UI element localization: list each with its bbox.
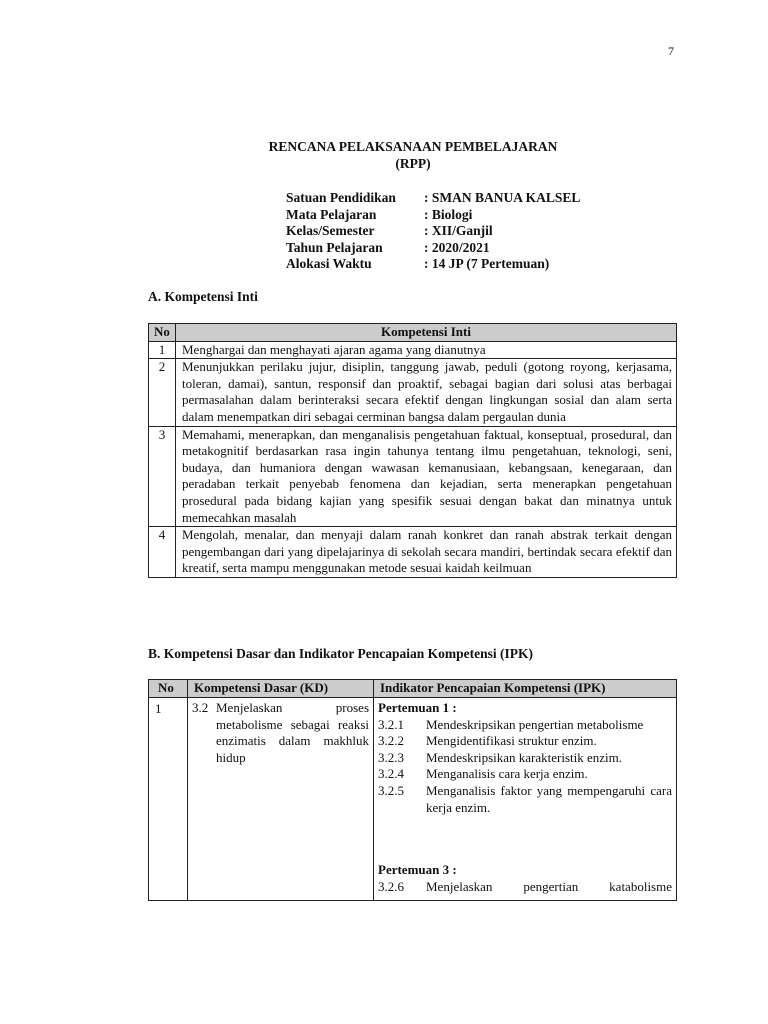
row-number: 3 <box>149 426 176 527</box>
header-kd: Kompetensi Dasar (KD) <box>188 680 374 698</box>
table-header-row <box>149 324 677 342</box>
ipk-item <box>378 717 672 734</box>
row-text: Menunjukkan perilaku jujur, disiplin, tanggung jawab, peduli (gotong royong, kerjasama, toleran, damai), santun, responsif dan proaktif, sebagai bagian dari solusi atas berbagai permasalahan dalam berinteraksi secara efektif dengan lingkungan sosial dan alam serta dalam menempatkan diri sebagai cerminan bangsa dalam pergaulan dunia <box>176 359 677 426</box>
meeting-3-label: Pertemuan 3 : <box>378 862 457 878</box>
meta-value: : 2020/2021 <box>424 239 490 255</box>
header-no: No <box>149 324 176 342</box>
row-number: 1 <box>149 698 188 901</box>
ipk-text: Menganalisis cara kerja enzim. <box>426 766 588 782</box>
meta-row <box>286 190 580 207</box>
meta-value: : XII/Ganjil <box>424 223 493 238</box>
meta-row <box>286 223 580 240</box>
ipk-number: 3.2.1 <box>378 716 404 732</box>
ipk-number: 3.2.5 <box>378 782 404 798</box>
row-text: Mengolah, menalar, dan menyaji dalam ranah konkret dan ranah abstrak terkait dengan pengembangan dari yang dipelajarinya di sekolah secara mandiri, bertindak secara efektif dan kreatif, serta mampu menggunakan metode sesuai kaidah keilmuan <box>176 527 677 578</box>
meta-row <box>286 256 580 273</box>
meta-row <box>286 240 580 257</box>
ipk-cell <box>374 698 677 901</box>
section-a-heading: A. Kompetensi Inti <box>148 289 258 304</box>
meta-value: : Biologi <box>424 206 473 222</box>
ipk-item <box>378 766 672 783</box>
table-row <box>149 341 677 359</box>
ipk-item <box>378 750 672 767</box>
document-subtitle: (RPP) <box>395 156 431 171</box>
meta-label: Alokasi Waktu <box>286 256 372 271</box>
ipk-text: Mengidentifikasi struktur enzim. <box>426 733 597 749</box>
ipk-item <box>378 783 672 816</box>
document-title: RENCANA PELAKSANAAN PEMBELAJARAN <box>268 139 558 154</box>
ipk-number: 3.2.3 <box>378 749 404 765</box>
kd-entry <box>192 700 369 766</box>
table-row <box>149 359 677 426</box>
meta-value: : SMAN BANUA KALSEL <box>424 190 581 205</box>
row-text: Memahami, menerapkan, dan menganalisis pengetahuan faktual, konseptual, prosedural, dan metakognitif berdasarkan rasa ingin tahunya tentang ilmu pengetahuan, teknologi, seni, budaya, dan humaniora dengan wawasan kemanusiaan, kebangsaan, kenegaraan, dan peradaban terkait penyebab fenomena dan kejadian, serta menerapkan pengetahuan prosedural pada bidang kajian yang spesifik sesuai dengan bakat dan minatnya untuk memecahkan masalah <box>176 426 677 527</box>
section-b-heading: B. Kompetensi Dasar dan Indikator Pencapaian Kompetensi (IPK) <box>148 646 534 661</box>
header-kompetensi-inti: Kompetensi Inti <box>176 324 677 342</box>
table-row <box>149 698 677 901</box>
spacer <box>378 816 672 862</box>
ipk-item <box>378 879 672 896</box>
row-text: Menghargai dan menghayati ajaran agama yang dianutnya <box>176 341 677 359</box>
table-header-row <box>149 680 677 698</box>
ipk-text: Mendeskripsikan pengertian metabolisme <box>426 716 644 732</box>
ipk-item <box>378 733 672 750</box>
kd-text: Menjelaskan proses metabolisme sebagai reaksi enzimatis dalam makhluk hidup <box>216 700 369 765</box>
ipk-text: Mendeskripsikan karakteristik enzim. <box>426 749 623 765</box>
header-no: No <box>149 680 188 698</box>
ipk-text: Menjelaskan pengertian katabolisme <box>426 878 672 894</box>
header-ipk: Indikator Pencapaian Kompetensi (IPK) <box>374 680 677 698</box>
meeting-1-label: Pertemuan 1 : <box>378 700 457 715</box>
kd-cell <box>188 698 374 901</box>
kompetensi-dasar-table <box>148 679 677 901</box>
ipk-text: Menganalisis faktor yang mempengaruhi cara kerja enzim. <box>426 782 672 815</box>
row-number: 1 <box>149 341 176 359</box>
row-number: 4 <box>149 527 176 578</box>
row-number: 2 <box>149 359 176 426</box>
identity-block <box>286 190 580 273</box>
page-number: 7 <box>668 44 674 58</box>
meta-label: Kelas/Semester <box>286 223 375 238</box>
ipk-number: 3.2.2 <box>378 733 404 749</box>
meta-row <box>286 207 580 224</box>
meta-label: Tahun Pelajaran <box>286 239 383 255</box>
kompetensi-inti-table <box>148 323 677 578</box>
table-row <box>149 426 677 527</box>
ipk-number: 3.2.6 <box>378 878 404 894</box>
meta-value: : 14 JP (7 Pertemuan) <box>424 256 550 271</box>
kd-number: 3.2 <box>192 700 209 715</box>
ipk-number: 3.2.4 <box>378 766 404 782</box>
meta-label: Mata Pelajaran <box>286 206 377 222</box>
table-row <box>149 527 677 578</box>
meta-label: Satuan Pendidikan <box>286 190 396 205</box>
